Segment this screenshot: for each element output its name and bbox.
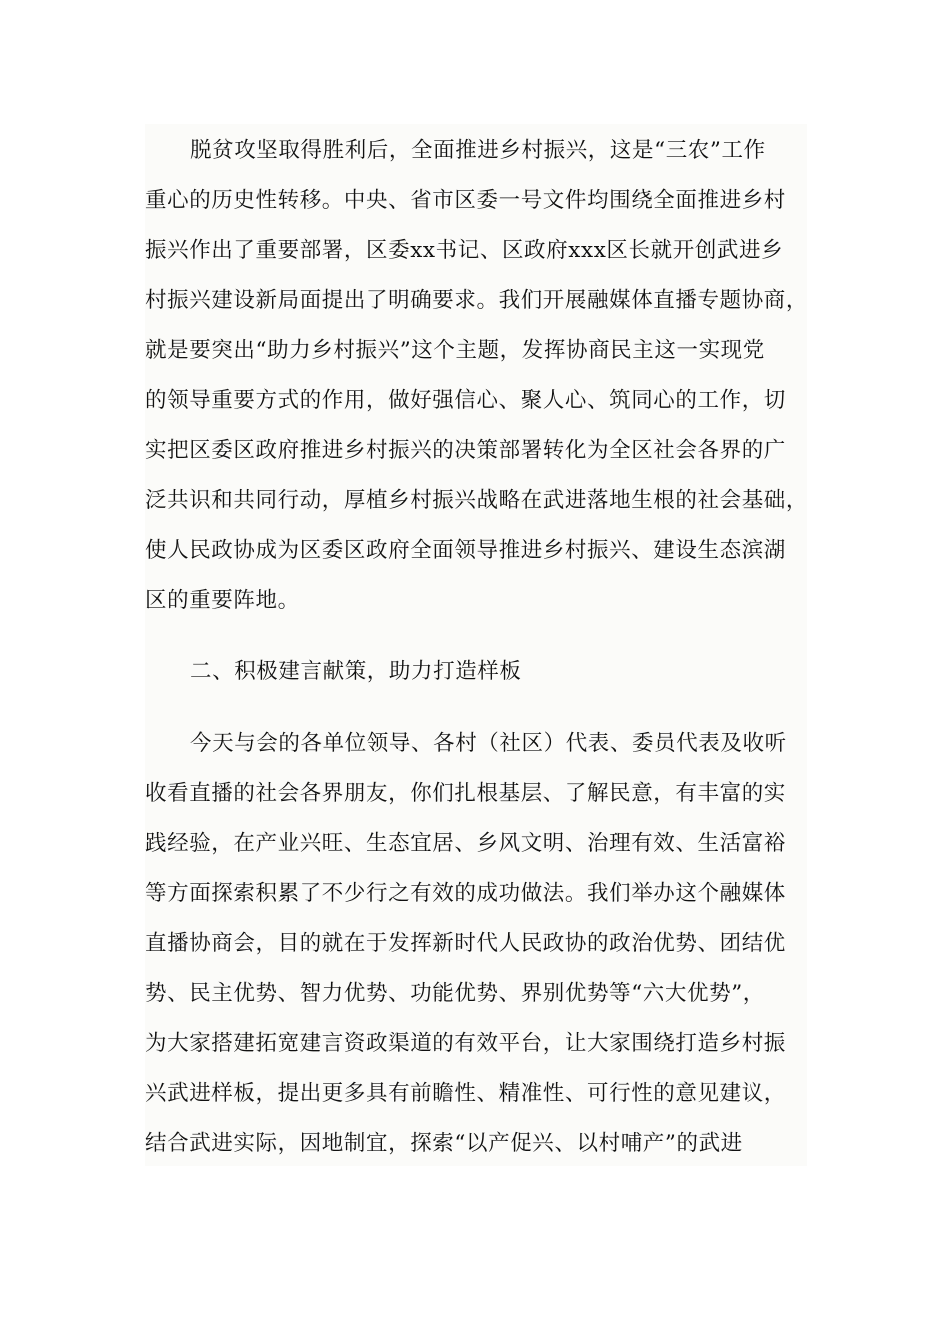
paragraph-2-line-5: 直播协商会，目的就在于发挥新时代人民政协的政治优势、团结优	[145, 931, 786, 956]
paragraph-2-line-9: 结合武进实际，因地制宜，探索“以产促兴、以村哺产”的武进	[145, 1131, 743, 1156]
paragraph-1-line-1: 脱贫攻坚取得胜利后，全面推进乡村振兴，这是“三农”工作	[190, 138, 766, 163]
paragraph-1-line-10: 区的重要阵地。	[145, 588, 300, 613]
paragraph-1-line-2: 重心的历史性转移。中央、省市区委一号文件均围绕全面推进乡村	[145, 188, 786, 213]
paragraph-1-line-6: 的领导重要方式的作用，做好强信心、聚人心、筑同心的工作，切	[145, 388, 786, 413]
paragraph-1-line-3: 振兴作出了重要部署，区委xx书记、区政府xxx区长就开创武进乡	[145, 238, 784, 263]
paragraph-2-line-1: 今天与会的各单位领导、各村（社区）代表、委员代表及收听	[190, 731, 787, 756]
paragraph-2-line-4: 等方面探索积累了不少行之有效的成功做法。我们举办这个融媒体	[145, 881, 786, 906]
paragraph-2-line-7: 为大家搭建拓宽建言资政渠道的有效平台，让大家围绕打造乡村振	[145, 1031, 786, 1056]
paragraph-1-line-9: 使人民政协成为区委区政府全面领导推进乡村振兴、建设生态滨湖	[145, 538, 786, 563]
paragraph-2-line-6: 势、民主优势、智力优势、功能优势、界别优势等“六大优势”，	[145, 981, 765, 1006]
paragraph-1-line-4: 村振兴建设新局面提出了明确要求。我们开展融媒体直播专题协商，	[145, 288, 809, 313]
section-heading: 二、积极建言献策，助力打造样板	[190, 659, 522, 684]
paragraph-1-line-7: 实把区委区政府推进乡村振兴的决策部署转化为全区社会各界的广	[145, 438, 786, 463]
paragraph-1-line-8: 泛共识和共同行动，厚植乡村振兴战略在武进落地生根的社会基础，	[145, 488, 809, 513]
paragraph-2-line-2: 收看直播的社会各界朋友，你们扎根基层、了解民意，有丰富的实	[145, 781, 786, 806]
paragraph-2-line-8: 兴武进样板，提出更多具有前瞻性、精准性、可行性的意见建议，	[145, 1081, 786, 1106]
paragraph-2-line-3: 践经验，在产业兴旺、生态宜居、乡风文明、治理有效、生活富裕	[145, 831, 786, 856]
paragraph-1-line-5: 就是要突出“助力乡村振兴”这个主题，发挥协商民主这一实现党	[145, 338, 765, 363]
document-body	[145, 124, 807, 1166]
